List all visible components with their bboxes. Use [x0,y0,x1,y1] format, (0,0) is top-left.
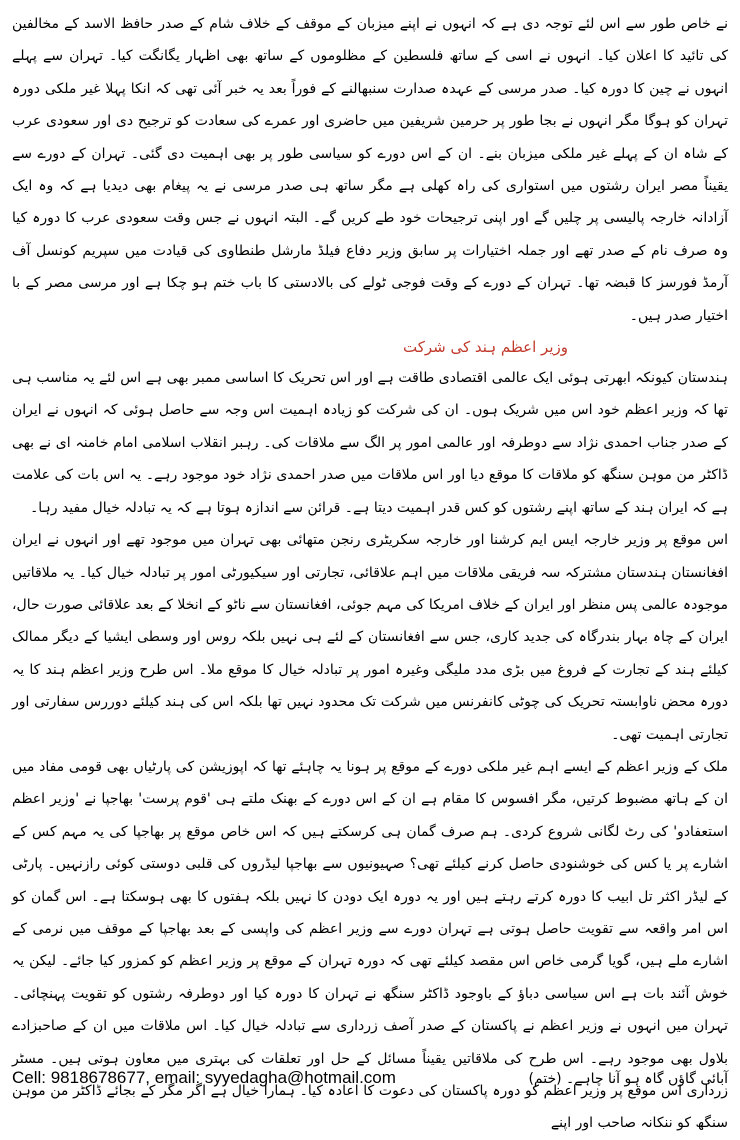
section-heading: وزیر اعظم ہند کی شرکت [403,338,568,357]
article-paragraph-3: اس موقع پر وزیر خارجہ ایس ایم کرشنا اور خارجہ سکریٹری رنجن متھائی بھی تہران میں موجود تھے اور انہوں نے ایران افغانستان ہندستان مشترکہ سہ فریقی ملاقات میں اہم علاقائی، تجارتی اور سیکیورٹی امور پر تبادلہ خیال کیا۔ یہ ملاقاتیں موجودہ عالمی پس منظر اور ایران کے خلاف امریکا کی مہم جوئی، افغانستان سے ناٹو کے انخلا کے بعد علاقائی صورت حال، ایران کے چاہ بہار بندرگاہ کی جدید کاری، جس سے افغانستان کے لئے ہی نہیں بلکہ روس اور وسطی ایشیا کے دیگر ممالک کیلئے ہند کے تجارت کے فروغ میں بڑی مدد ملیگی وغیرہ امور پر تبادلہ خیال کا موقع ملا۔ اس طرح وزیر اعظم ہند کا یہ دورہ محض ناوابستہ تحریک کی چوٹی کانفرنس میں شرکت تک محدود نہیں تھا بلکہ اس کی ہند کیلئے دوررس سفارتی اور تجارتی اہمیت تھی۔ [12,532,728,743]
article-paragraph-intro: نے خاص طور سے اس لئے توجہ دی ہے کہ انہوں نے اپنے میزبان کے موقف کے خلاف شام کے صدر حافظ الاسد کے مخالفین کی تائید کا اعلان کیا۔ انہوں نے اسی کے ساتھ فلسطین کے مظلوموں کے ساتھ بھی اظہار یگانگت کیا۔ تہران سے پہلے انہوں نے چین کا دورہ کیا۔ صدر مرسی کے عہدہ صدارت سنبھالنے کے فوراً بعد یہ خبر آئی تھی کہ انکا پہلا غیر ملکی دورہ تہران کو ہوگا مگر انہوں نے بجا طور پر حرمین شریفین میں حاضری اور عمرے کی سعادت کو ترجیح دی اور سعودی عرب کے شاہ ان کے پہلے غیر ملکی میزبان بنے۔ ان کے اس دورے کو سیاسی طور پر بھی اہمیت دی گئی۔ تہران کے دورے سے یقیناً مصر ایران رشتوں میں استواری کی راہ کھلی ہے مگر ساتھ ہی صدر مرسی نے یہ پیغام بھی دیدیا ہے کہ وہ ایک آزادانہ خارجہ پالیسی پر چلیں گے اور اپنی ترجیحات خود طے کریں گے۔ البتہ انہوں نے جس وقت سعودی عرب کا دورہ کیا وہ صرف نام کے صدر تھے اور جملہ اختیارات پر سابق وزیر دفاع فیلڈ مارشل طنطاوی کی قیادت میں سپریم کونسل آف آرمڈ فورسز کا قبضہ تھا۔ تہران کے دورے کے وقت فوجی ٹولے کی بالادستی کا باب ختم ہو چکا ہے اور مرسی مصر کے با اختیار صدر ہیں۔ [12,16,728,324]
article-closing-line: آبائی گاؤں گاہ ہو آنا چاہے۔ (ختم) [528,1071,728,1087]
article-footer [0,1068,740,1088]
article-paragraph-4: ملک کے وزیر اعظم کے ایسے اہم غیر ملکی دورے کے موقع پر ہونا یہ چاہئے تھا کہ اپوزیشن کی پارٹیاں بھی قومی مفاد میں ان کے ہاتھ مضبوط کرتیں، مگر افسوس کا مقام ہے ان کے اس دورے کے بھنک ملتے ہی 'قوم پرست' بھاجپا نے 'وزیر اعظم استعفادو' کی رٹ لگانی شروع کردی۔ ہم صرف گمان ہی کرسکتے ہیں کہ اس خاص موقع پر بھاجپا کی یہ مہم کس کے اشارے پر یا کس کی خوشنودی حاصل کرنے کیلئے تھی؟ صہیونیوں سے بھاجپا لیڈروں کی قلبی دوستی کوئی رازنہیں۔ پارٹی کے لیڈر اکثر تل ابیب کا دورہ کرتے رہتے ہیں اور یہ دورہ ایک دودن کا نہیں بلکہ ہفتوں کا بھی ہوسکتا ہے۔ اس گمان کو اس امر واقعہ سے تقویت حاصل ہوتی ہے تہران دورے سے وزیر اعظم کی واپسی کے بعد بھاجپا کے موقف میں نرمی کے اشارے ملے ہیں، گویا گرمی خاص اس مقصد کیلئے تھی کہ دورہ تہران کے موقع پر وزیر اعظم کو کمزور کیا جائے۔ لیکن یہ خوش آئند بات ہے اس سیاسی دباؤ کے باوجود ڈاکٹر سنگھ نے تہران کا دورہ کیا اور دوطرفہ رشتوں کو تقویت پہنچائی۔ تہران میں انہوں نے وزیر اعظم نے پاکستان کے صدر آصف زرداری سے تبادلہ خیال کیا۔ اس ملاقات میں ان کے صاحبزادے بلاول بھی موجود رہے۔ اس طرح کی ملاقاتیں یقیناً مسائل کے حل اور تعلقات کی بہتری میں معاون ہوتی ہیں۔ مسٹر زرداری اس موقع پر وزیر اعظم کو دورہ پاکستان کی دعوت کا اعادہ کیا۔ ہمارا خیال ہے اگر مگر کے بجائے ڈاکٹر من موہن سنگھ کو ننکانہ صاحب اور اپنے [12,758,728,1132]
article-paragraph-2: ہندستان کیونکہ ابھرتی ہوئی ایک عالمی اقتصادی طاقت ہے اور اس تحریک کا اساسی ممبر بھی ہے اس لئے یہ مناسب ہی تھا کہ وزیر اعظم خود اس میں شریک ہوں۔ ان کی شرکت کو زیادہ اہمیت اس وجہ سے حاصل ہوئی کہ انہوں نے ایران کے صدر جناب احمدی نژاد سے دوطرفہ اور عالمی امور پر الگ سے ملاقات کی۔ رہبر انقلاب اسلامی امام خامنہ ای نے بھی ڈاکٹر من موہن سنگھ کو ملاقات کا موقع دیا اور اس ملاقات میں صدر احمدی نژاد خود موجود رہے۔ یہ اس بات کی علامت ہے کہ ایران ہند کے ساتھ اپنے رشتوں کو کس قدر اہمیت دیتا ہے۔ قرائن سے اندازہ ہوتا ہے کہ یہ تبادلہ خیال مفید رہا۔ [12,370,728,516]
contact-info: Cell: 9818678677, email: syyedagha@hotmail.com [12,1068,396,1087]
